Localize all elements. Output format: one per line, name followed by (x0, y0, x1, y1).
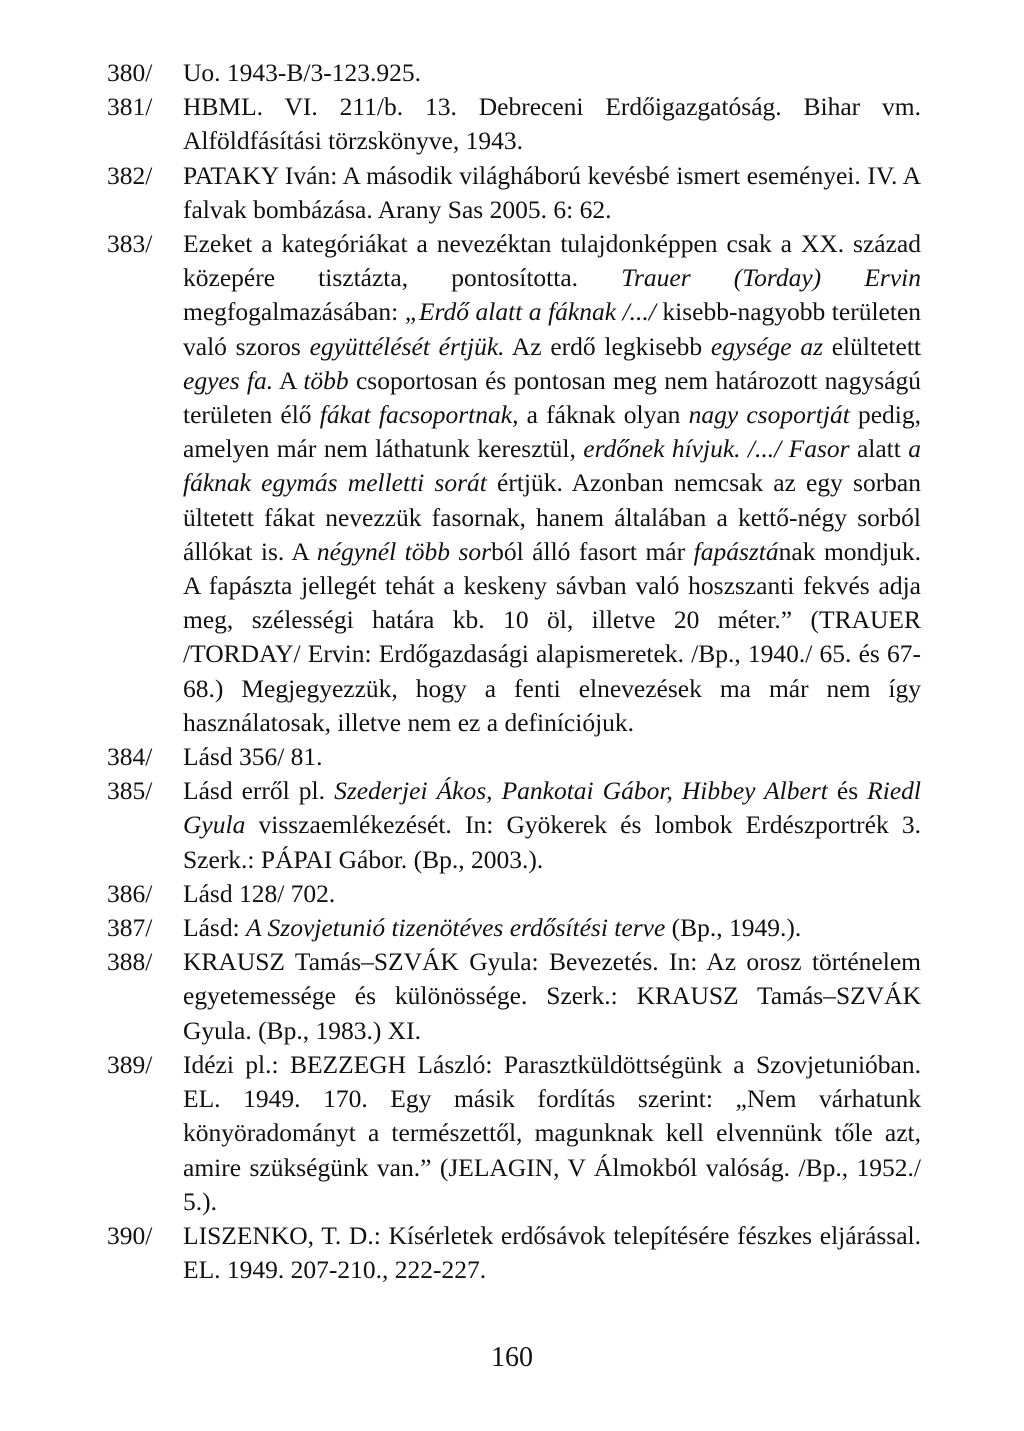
italic-text-segment: Trauer (Torday) Ervin (621, 263, 921, 293)
italic-text-segment: fákat facsoportnak, (319, 400, 519, 430)
footnote-text (183, 227, 921, 740)
italic-text-segment: Riedl Gyula (183, 776, 921, 840)
text-segment: Ezeket a kategóriákat a nevezéktan tulajdonképpen csak a XX. század közepére tisztázta, pontosította. (183, 229, 921, 293)
italic-text-segment: a fáknak egymás melletti sorát (183, 434, 921, 498)
footnote-number: 388/ (107, 947, 153, 977)
footnote-item (107, 56, 921, 90)
text-segment: KRAUSZ Tamás–SZVÁK Gyula: Bevezetés. In: Az orosz történelem egyetemessége és különössége. Szerk.: KRAUSZ Tamás–SZVÁK Gyula. (Bp., 1983.) XI. (183, 947, 921, 1045)
footnote-text (183, 56, 921, 90)
footnote-text (183, 877, 921, 911)
footnote-number: 380/ (107, 58, 153, 87)
text-segment: kisebb-nagyobb területen való szoros (183, 297, 922, 361)
text-segment: alatt (849, 434, 909, 464)
footnote-item (107, 877, 921, 911)
text-segment: Az erdő legkisebb (504, 331, 711, 361)
text-segment: Lásd: (183, 913, 247, 943)
footnote-number: 383/ (107, 229, 153, 259)
page-number: 160 (491, 1342, 533, 1373)
footnote-text (183, 911, 921, 945)
footnote-item (107, 227, 921, 740)
text-segment: a fáknak olyan (518, 400, 689, 430)
italic-text-segment: A Szovjetunió tizenötéves erdősítési terve (246, 913, 666, 943)
text-segment: megfogalmazásában: (183, 297, 405, 327)
footnote-text (183, 90, 921, 158)
italic-text-segment: négynél több sor (316, 536, 492, 566)
footnote-item (107, 159, 921, 227)
footnote-number: 385/ (107, 776, 153, 806)
footnote-number: 389/ (107, 1049, 153, 1079)
footnote-item (107, 1048, 921, 1219)
italic-text-segment: nagy csoportját (688, 400, 850, 430)
footnote-text (183, 1219, 921, 1287)
footnote-item (107, 1219, 921, 1287)
footnote-item (107, 740, 921, 774)
footnote-number: 384/ (107, 742, 153, 772)
text-segment: és (827, 776, 868, 806)
footnote-number: 386/ (107, 878, 153, 908)
italic-text-segment: „Erdő alatt a fáknak /.../ (404, 297, 656, 327)
text-segment: értjük. Azonban nemcsak az egy sorban ültetett fákat nevezzük fasornak, hanem általában a kettő-négy sorból állókat is. A (183, 468, 921, 566)
footnote-number: 387/ (107, 913, 153, 943)
footnotes-list (107, 56, 921, 1287)
text-segment: elültetett (823, 331, 921, 361)
text-segment: LISZENKO, T. D.: Kísérletek erdősávok telepítésére fészkes eljárással. EL. 1949. 207-210., 222-227. (183, 1220, 921, 1285)
text-segment: csoportosan és pontosan meg nem határozott nagyságú területen élő (183, 365, 921, 430)
text-segment: Uo. 1943-B/3-123.925. (183, 58, 421, 87)
italic-text-segment: erdőnek hívjuk. /.../ Fasor (583, 434, 850, 464)
italic-text-segment: egyes fa. (183, 365, 274, 395)
footnote-number: 390/ (107, 1220, 153, 1250)
text-segment: nak mondjuk. A fapászta jellegét tehát a keskeny sávban való hoszszanti fekvés adja meg, szélességi határa kb. 10 öl, illetve 20 méter.” (TRAUER /TORDAY/ Ervin: Erdőgazdasági alapismeretek. /Bp., 1940./ 65. és 67-68.) Megjegyezzük, hogy a fenti elnevezések ma már nem így használatosak, illetve nem ez a definíciójuk. (183, 536, 921, 737)
footnote-text (183, 774, 921, 877)
text-segment: A (273, 365, 304, 395)
text-segment: (Bp., 1949.). (665, 913, 802, 943)
footnote-number: 382/ (107, 160, 153, 190)
text-segment: Lásd 356/ 81. (183, 742, 323, 772)
text-segment: visszaemlékezését. In: Gyökerek és lombok Erdészportrék 3. Szerk.: PÁPAI Gábor. (Bp., 2003.). (183, 810, 921, 874)
text-segment: HBML. VI. 211/b. 13. Debreceni Erdőigazgatóság. Bihar vm. Alföldfásítási törzskönyve, 1943. (183, 92, 921, 156)
footnote-text (183, 159, 921, 227)
footnote-item (107, 90, 921, 158)
footnote-number: 381/ (107, 92, 153, 122)
italic-text-segment: egysége az (710, 331, 824, 361)
italic-text-segment: együttélését értjük. (309, 331, 505, 361)
footnote-text (183, 1048, 921, 1219)
footnote-item (107, 945, 921, 1048)
italic-text-segment: fapásztá (693, 536, 779, 566)
italic-text-segment: Szederjei Ákos, Pankotai Gábor, Hibbey Albert (334, 776, 828, 806)
footnote-item (107, 911, 921, 945)
text-segment: Lásd erről pl. (183, 776, 335, 806)
text-segment: PATAKY Iván: A második világháború kevésbé ismert eseményei. IV. A falvak bombázása. Arany Sas 2005. 6: 62. (183, 160, 921, 224)
footnote-item (107, 774, 921, 877)
italic-text-segment: több (303, 365, 349, 395)
text-segment: Lásd 128/ 702. (183, 878, 336, 908)
footnote-text (183, 945, 921, 1048)
footnote-text (183, 740, 921, 774)
text-segment: pedig, amelyen már nem láthatunk keresztül, (183, 400, 922, 464)
text-segment: ból álló fasort már (491, 536, 694, 566)
text-segment: Idézi pl.: BEZZEGH László: Parasztküldöttségünk a Szovjetunióban. EL. 1949. 170. Egy másik fordítás szerint: „Nem várhatunk könyöradományt a természettől, magunknak kell elvennünk tőle azt, amire szükségünk van.” (JELAGIN, V Álmokból valóság. /Bp., 1952./ 5.). (183, 1049, 921, 1216)
